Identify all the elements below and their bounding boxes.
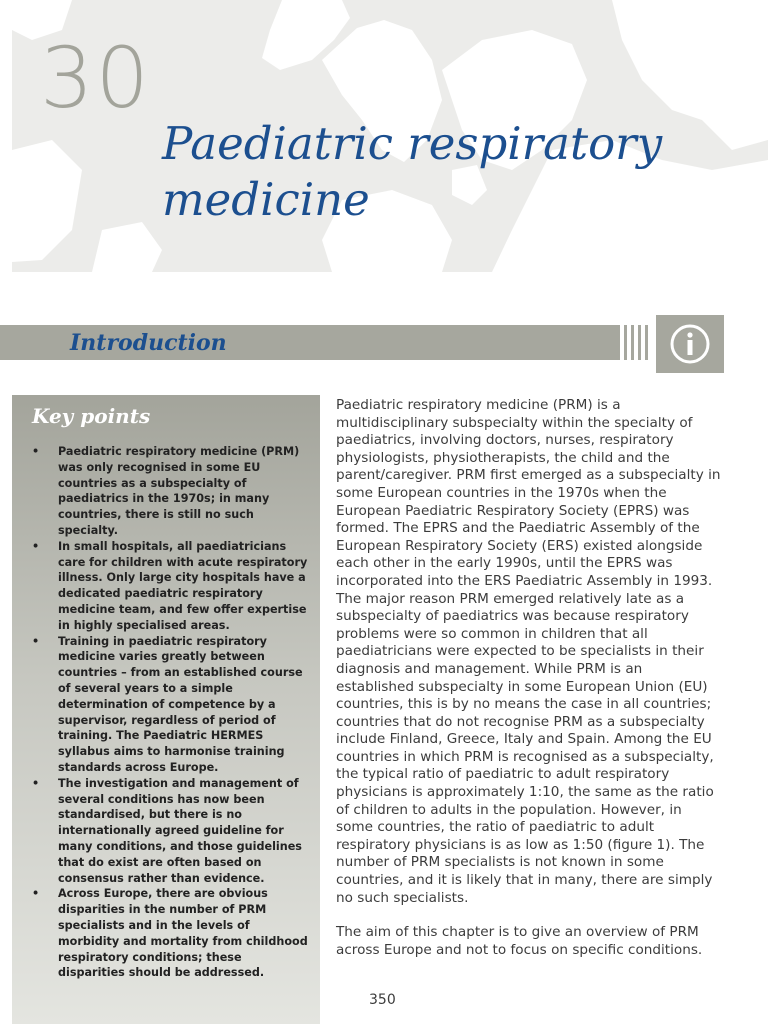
key-point-item: • The investigation and management of several conditions has now been standardised, but there is no internationally agreed guideline for many conditions, and those guidelines that do exist are often based on consensus rather than evidence. bbox=[12, 776, 312, 887]
body-paragraph: The aim of this chapter is to give an overview of PRM across Europe and not to focus on specific conditions. bbox=[336, 924, 703, 958]
stripe-decoration bbox=[624, 325, 627, 360]
chapter-number: 30 bbox=[40, 29, 151, 127]
page-number: 350 bbox=[369, 992, 396, 1008]
chapter-title: Paediatric respiratory medicine bbox=[162, 117, 663, 226]
info-badge bbox=[656, 315, 724, 373]
body-text-column bbox=[336, 397, 722, 976]
stripe-decoration bbox=[638, 325, 641, 360]
key-points-title: Key points bbox=[32, 404, 151, 428]
key-points-list bbox=[12, 444, 312, 981]
stripe-decoration bbox=[645, 325, 648, 360]
section-title: Introduction bbox=[70, 330, 227, 356]
stripe-decoration bbox=[631, 325, 634, 360]
key-point-item: • In small hospitals, all paediatricians care for children with acute respiratory illness. Only large city hospitals have a dedicated paediatric respiratory medicine team, and few offer expertise in highly specialised areas. bbox=[12, 539, 312, 634]
body-paragraph: Paediatric respiratory medicine (PRM) is a multidisciplinary subspecialty within the specialty of paediatrics, involving doctors, nurses, respiratory physiologists, physiotherapists, the child and the parent/caregiver. PRM first emerged as a subspecialty in some European countries in the 1970s when the European Paediatric Respiratory Society (EPRS) was formed. The EPRS and the Paediatric Assembly of the European Respiratory Society (ERS) existed alongside each other in the early 1990s, until the EPRS was incorporated into the ERS Paediatric Assembly in 1993. The major reason PRM emerged relatively late as a subspecialty of paediatrics was because respiratory problems were so common in children that all paediatricians were expected to be specialists in their diagnosis and management. While PRM is an established subspecialty in some European Union (EU) countries, this is by no means the case in all countries; countries that do not recognise PRM as a subspecialty include Finland, Greece, Italy and Spain. Among the EU countries in which PRM is recognised as a subspecialty, the typical ratio of paediatric to adult respiratory physicians is approximately 1:10, the same as the ratio of children to adults in the population. However, in some countries, the ratio of paediatric to adult respiratory physicians is as low as 1:50 (figure 1). The number of PRM specialists is not known in some countries, and it is likely that in many, there are simply no such specialists. bbox=[336, 397, 721, 906]
key-point-item: • Across Europe, there are obvious disparities in the number of PRM specialists and in the levels of morbidity and mortality from childhood respiratory conditions; these disparities should be addressed. bbox=[12, 886, 312, 981]
key-points-panel bbox=[12, 395, 320, 1024]
key-point-item: • Paediatric respiratory medicine (PRM) was only recognised in some EU countries as a subspecialty of paediatrics in the 1970s; in many countries, there is still no such specialty. bbox=[12, 444, 312, 539]
info-icon bbox=[668, 322, 712, 366]
key-point-item: • Training in paediatric respiratory medicine varies greatly between countries – from an established course of several years to a simple determination of competence by a supervisor, regardless of period of training. The Paediatric HERMES syllabus aims to harmonise training standards across Europe. bbox=[12, 634, 312, 776]
